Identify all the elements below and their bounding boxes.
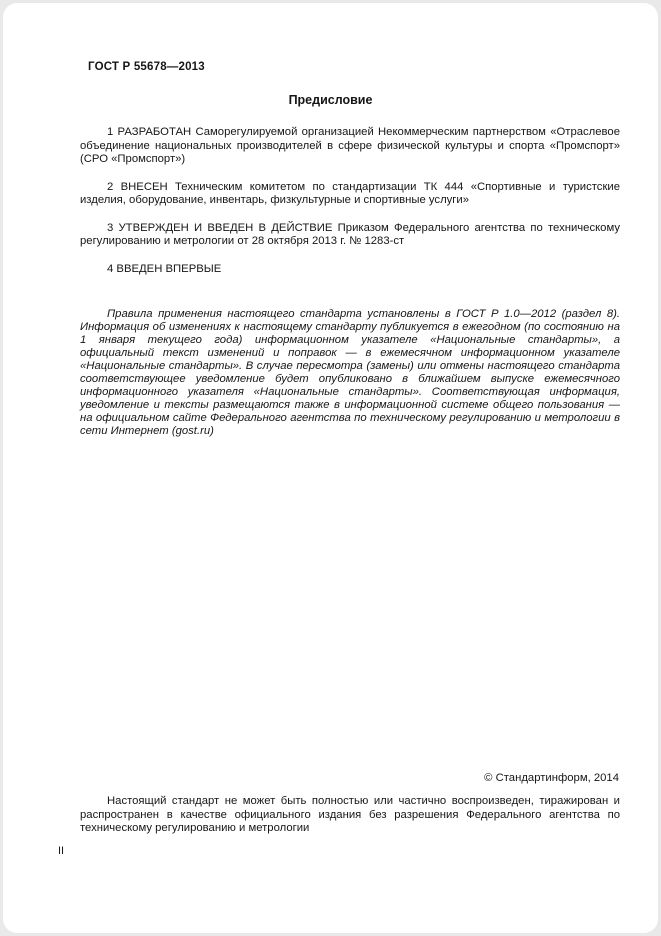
- preface-body: [80, 126, 620, 452]
- reproduction-restriction-notice: Настоящий стандарт не может быть полностью или частично воспроизведен, тиражирован и распространен в качестве официального издания без разрешения Федерального агентства по техническому регулированию и метрологии: [80, 795, 620, 834]
- copyright-notice: © Стандартинформ, 2014: [484, 772, 619, 784]
- page-title: Предисловие: [288, 93, 373, 107]
- preface-item-developed: 1 РАЗРАБОТАН Саморегулируемой организацией Некоммерческим партнерством «Отраслевое объединение национальных производителей в сфере физической культуры и спорта «Промспорт» (СРО «Промспорт»): [80, 126, 620, 165]
- preface-item-first-edition: 4 ВВЕДЕН ВПЕРВЫЕ: [107, 262, 222, 275]
- preface-item-submitted: 2 ВНЕСЕН Техническим комитетом по стандартизации ТК 444 «Спортивные и туристские изделия, оборудование, инвентарь, физкультурные и спортивные услуги»: [80, 180, 620, 206]
- page-number: II: [58, 845, 65, 857]
- standard-number: ГОСТ Р 55678—2013: [88, 61, 205, 73]
- application-rules-note: Правила применения настоящего стандарта установлены в ГОСТ Р 1.0—2012 (раздел 8). Информация об изменениях к настоящему стандарту публикуется в ежегодном (по состоянию на 1 января текущего года) информационном указателе «Национальные стандарты», а официальный текст изменений и поправок — в ежемесячном информационном указателе «Национальные стандарты». В случае пересмотра (замены) или отмены настоящего стандарта соответствующее уведомление будет опубликовано в ближайшем выпуске ежемесячного информационного указателя «Национальные стандарты». Соответствующая информация, уведомление и тексты размещаются также в информационной системе общего пользования — на официальном сайте Федерального агентства по техническому регулированию и метрологии в сети Интернет (gost.ru): [80, 308, 620, 437]
- preface-item-approved: 3 УТВЕРЖДЕН И ВВЕДЕН В ДЕЙСТВИЕ Приказом Федерального агентства по техническому регулированию и метрологии от 28 октября 2013 г. № 1283-ст: [80, 221, 620, 247]
